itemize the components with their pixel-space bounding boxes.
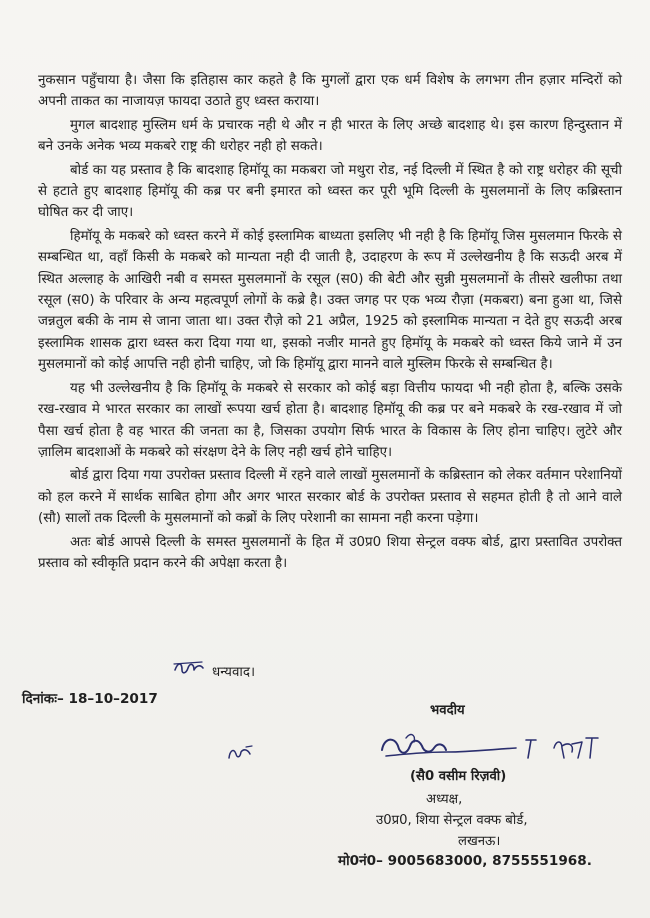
sincerely-label: भवदीय <box>430 703 465 718</box>
paragraph-7: अतः बोर्ड आपसे दिल्ली के समस्त मुसलमानों के हित में उ0प्र0 शिया सेन्ट्रल वक्फ बोर्ड, द्वारा प्रस्तावित उपरोक्त प्रस्ताव को स्वीकृति प्रदान करने की अपेक्षा करता है। <box>38 534 622 571</box>
paragraph-4: हिमॉयू के मकबरे को ध्वस्त करने में कोई इस्लामिक बाध्यता इसलिए भी नही है कि हिमॉयू जिस मुसलमान फिरके से सम्बन्धित था, वहाँ किसी के मकबरे को मान्यता नही दी जाती है, उदाहरण के रूप में उल्लेखनीय है कि सऊदी अरब में स्थित अल्लाह के आखिरी नबी व समस्त मुसलमानों के रसूल (स0) की बेटी और सुन्नी मुसलमानों के तीसरे खलीफा तथा रसूल (स0) के परिवार के अन्य महत्वपूर्ण लोगों के कब्रे है। उक्त जगह पर एक भव्य रौज़ा (मकबरा) बना हुआ था, जिसे जन्नतुल बकी के नाम से जाना जाता था। उक्त रौज़े को 21 अप्रैल, 1925 को इस्लामिक मान्यता न देते हुए सऊदी अरब इस्लामिक शासक द्वारा ध्वस्त करा दिया गया था, इसको नजीर मानते हुए हिमॉयू के मकबरे को ध्वस्त किये जाने में उन मुसलमानों को कोई आपत्ति नही होनी चाहिए, जो कि हिमॉयू द्वारा मानने वाले मुस्लिम फिरके से सम्बन्धित है। <box>38 228 622 373</box>
initials-mark <box>172 656 206 680</box>
paragraph-5: यह भी उल्लेखनीय है कि हिमॉयू के मकबरे से सरकार को कोई बड़ा वित्तीय फायदा भी नही होता है, बल्कि उसके रख-रखाव मे भारत सरकार का लाखों रूपया खर्च होता है। बादशाह हिमॉयू की कब्र पर बने मकबरे के रख-रखाव में जो पैसा खर्च होता है वह भारत की जनता का है, जिसका उपयोग सिर्फ भारत के विकास के लिए होना चाहिए। लुटेरे और ज़ालिम बादशाओं के मकबरे को संरक्षण देने के लिए नही खर्च होने चाहिए। <box>38 380 622 460</box>
letter-date: दिनांकः– 18–10–2017 <box>22 691 158 707</box>
designation: अध्यक्ष, <box>426 792 463 807</box>
handwritten-mark <box>226 742 256 764</box>
paragraph-1: नुकसान पहुँचाया है। जैसा कि इतिहास कार कहते है कि मुगलों द्वारा एक धर्म विशेष के लगभग तीन हज़ार मन्दिरों को अपनी ताकत का नाजायज़ फायदा उठाते हुए ध्वस्त कराया। <box>38 73 622 110</box>
city: लखनऊ। <box>458 834 501 849</box>
paragraph-2: मुगल बादशाह मुस्लिम धर्म के प्रचारक नही थे और न ही भारत के लिए अच्छे बादशाह थे। इस कारण हिन्दुस्तान में बने उनके अनेक भव्य मकबरे राष्ट्र की धरोहर नही हो सकते। <box>38 117 622 155</box>
letter-body <box>38 70 622 576</box>
thanks-row <box>172 652 255 680</box>
signature-image <box>376 728 606 768</box>
paragraph-6: बोर्ड द्वारा दिया गया उपरोक्त प्रस्ताव दिल्ली में रहने वाले लाखों मुसलमानों के कब्रिस्तान को लेकर वर्तमान परेशानियों को हल करने में सार्थक साबित होगा और अगर भारत सरकार बोर्ड के उपरोक्त प्रस्ताव से सहमत होती है तो आने वाले (सौ) सालों तक दिल्ली के मुसलमानों को कब्रों के लिए परेशानी का सामना नही करना पड़ेगा। <box>38 468 622 527</box>
signatory-name: (सै0 वसीम रिज़वी) <box>410 769 507 784</box>
mobile-numbers: मो0नं0– 9005683000, 8755551968. <box>338 853 592 869</box>
organisation: उ0प्र0, शिया सेन्ट्रल वक्फ बोर्ड, <box>376 813 528 828</box>
thanks-text: धन्यवाद। <box>212 665 256 680</box>
paragraph-3: बोर्ड का यह प्रस्ताव है कि बादशाह हिमॉयू का मकबरा जो मथुरा रोड, नई दिल्ली में स्थित है को राष्ट्र धरोहर की सूची से हटाते हुए बादशाह हिमॉयू की कब्र पर बनी इमारत को ध्वस्त कर पूरी भूमि दिल्ली के मुसलमानों के लिए कब्रिस्तान घोषित कर दी जाए। <box>38 162 622 221</box>
